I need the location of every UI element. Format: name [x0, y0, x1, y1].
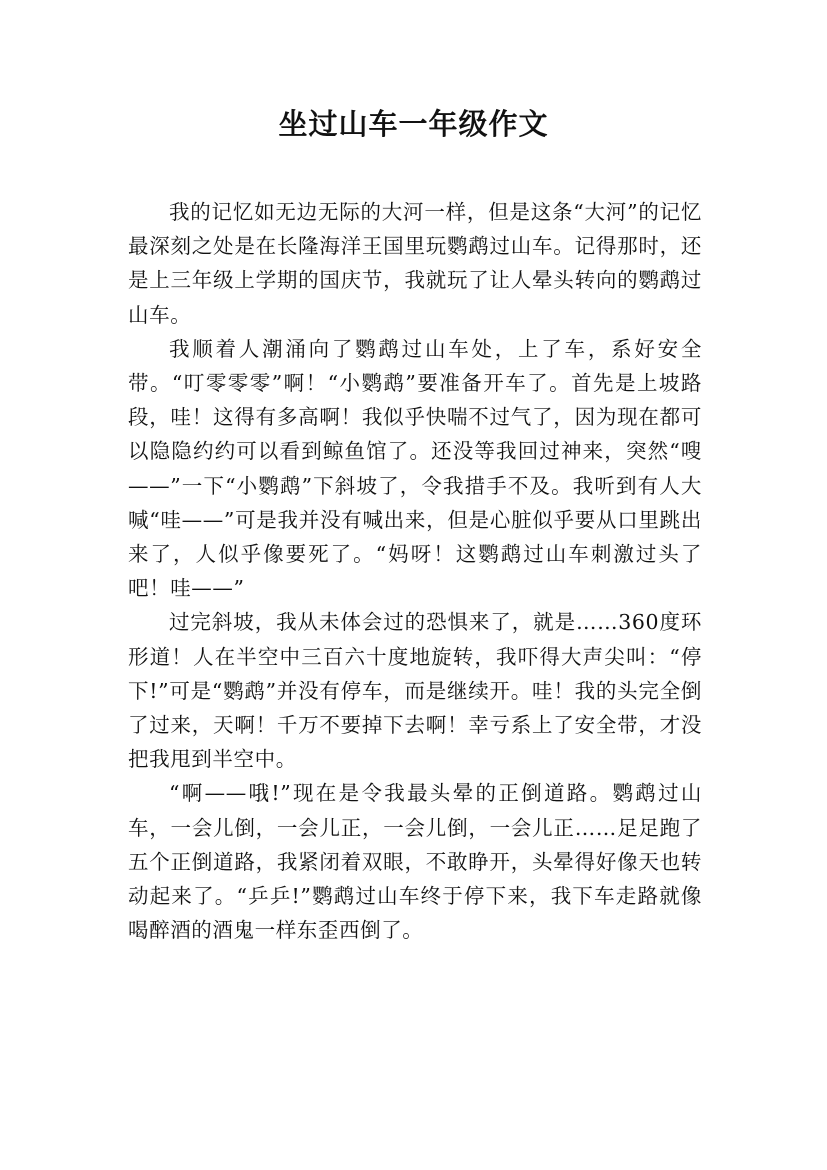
paragraph-2: 我顺着人潮涌向了鹦鹉过山车处，上了车，系好安全带。“叮零零零”啊！“小鹦鹉”要准备开车了。首先是上坡路段，哇！这得有多高啊！我似乎快喘不过气了，因为现在都可以隐隐约约可以看到鲸鱼馆了。还没等我回过神来，突然“嗖——”一下“小鹦鹉”下斜坡了，令我措手不及。我听到有人大喊“哇——”可是我并没有喊出来，但是心脏似乎要从口里跳出来了，人似乎像要死了。“妈呀！这鹦鹉过山车刺激过头了吧！哇——”: [128, 336, 702, 601]
document-title: 坐过山车一年级作文: [278, 107, 549, 141]
paragraph-3: 过完斜坡，我从未体会过的恐惧来了，就是……360度环形道！人在半空中三百六十度地旋转，我吓得大声尖叫：“停下!”可是“鹦鹉”并没有停车，而是继续开。哇！我的头完全倒了过来，天啊！千万不要掉下去啊！幸亏系上了安全带，才没把我甩到半空中。: [128, 610, 702, 772]
document-body: [128, 195, 702, 947]
paragraph-4: “啊——哦!”现在是令我最头晕的正倒道路。鹦鹉过山车，一会儿倒，一会儿正，一会儿倒，一会儿正……足足跑了五个正倒道路，我紧闭着双眼，不敢睁开，头晕得好像天也转动起来了。“乒乒!”鹦鹉过山车终于停下来，我下车走路就像喝醉酒的酒鬼一样东歪西倒了。: [128, 781, 702, 943]
paragraph-1: 我的记忆如无边无际的大河一样，但是这条“大河”的记忆最深刻之处是在长隆海洋王国里玩鹦鹉过山车。记得那时，还是上三年级上学期的国庆节，我就玩了让人晕头转向的鹦鹉过山车。: [128, 200, 702, 327]
